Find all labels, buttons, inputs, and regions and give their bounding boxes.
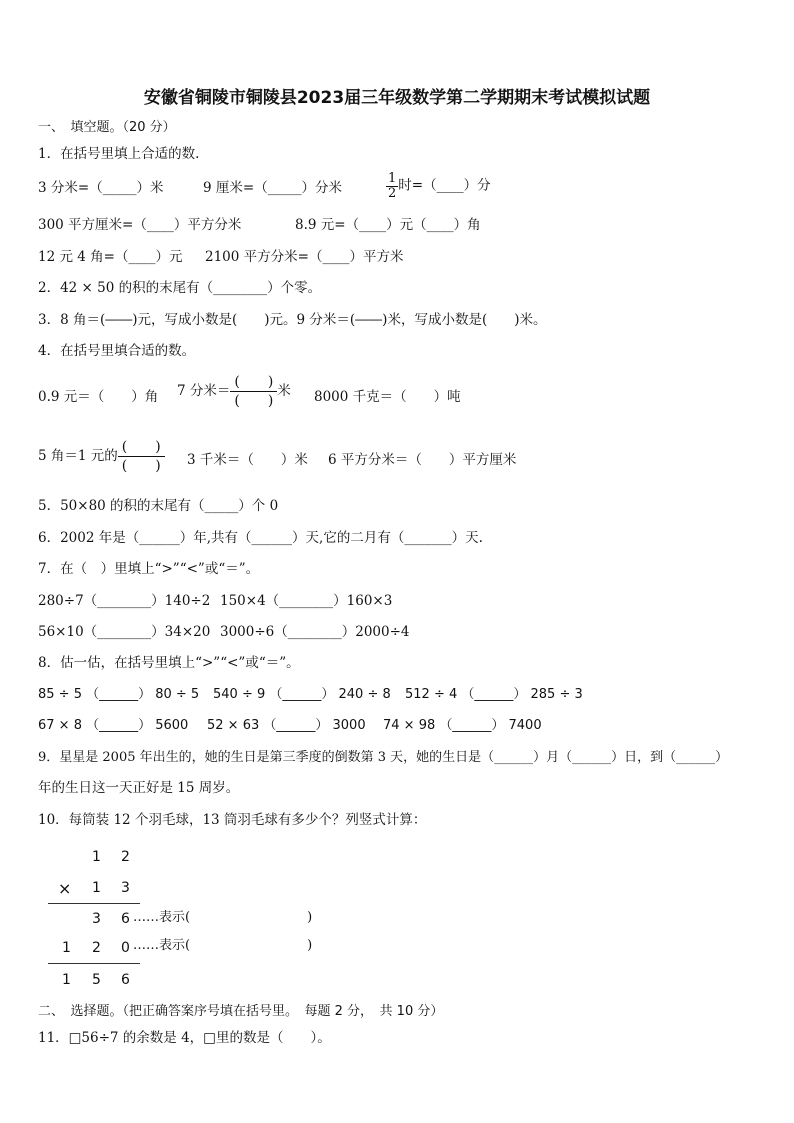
q1-f: 12 元 4 角=（____）元 xyxy=(38,249,183,265)
q1-d: 300 平方厘米=（____）平方分米 xyxy=(38,217,242,233)
q8-stem: 8．估一估，在括号里填上“>”“<”或“＝”。 xyxy=(38,655,300,671)
q9-line2: 年的生日这一天正好是 15 周岁。 xyxy=(38,780,240,796)
q1-e: 8.9 元=（____）元（____）角 xyxy=(295,217,481,233)
q3-text: 3．8 角＝(――)元，写成小数是( )元。9 分米＝(――)米，写成小数是( )米。 xyxy=(38,312,547,328)
section-2-heading: 二、 选择题。（把正确答案序号填在括号里。 每题 2 分， 共 10 分） xyxy=(38,1004,444,1019)
fraction-half xyxy=(386,172,398,200)
q9-line1: 9．星星是 2005 年出生的，她的生日是第三季度的倒数第 3 天，她的生日是（______）月（______）日，到（______） xyxy=(38,750,729,765)
digit: 6 xyxy=(121,972,130,988)
q1-c-rest: 时=（____）分 xyxy=(398,177,491,194)
q4-d-pre: 5 角＝1 元的 xyxy=(38,447,118,464)
q4-d xyxy=(38,440,165,473)
q8-c: 512 ÷ 4 （______） 285 ÷ 3 xyxy=(405,687,583,702)
row3-note: ……表示( ) xyxy=(133,910,313,925)
divider-line xyxy=(48,963,140,964)
q7-a: 280÷7（________）140÷2 xyxy=(38,593,211,609)
q4-b-fraction xyxy=(230,375,277,408)
digit: 1 xyxy=(62,940,71,956)
digit: 3 xyxy=(121,880,130,896)
digit: 3 xyxy=(92,911,101,927)
q4-d-fraction xyxy=(118,440,165,473)
digit: 1 xyxy=(62,972,71,988)
q7-d: 3000÷6（________）2000÷4 xyxy=(220,624,410,640)
q4-b-pre: 7 分米＝ xyxy=(177,382,231,399)
frac-numerator: 1 xyxy=(388,171,397,186)
q7-b: 150×4（________）160×3 xyxy=(220,593,393,609)
q8-e: 52 × 63 （______） 3000 xyxy=(207,718,366,733)
q8-d: 67 × 8 （______） 5600 xyxy=(38,718,189,733)
q2-text: 2．42 × 50 的积的末尾有（________）个零。 xyxy=(38,280,322,296)
frac-denominator: ( ) xyxy=(121,458,161,474)
q1-b: 9 厘米=（_____）分米 xyxy=(203,180,342,196)
frac-numerator: ( ) xyxy=(230,375,277,392)
frac-denominator: 2 xyxy=(388,185,397,201)
digit: 6 xyxy=(121,911,130,927)
row4-note: ……表示( ) xyxy=(133,938,313,953)
q4-b xyxy=(177,375,291,408)
q4-a: 0.9 元＝（ ）角 xyxy=(38,389,159,405)
q7-c: 56×10（________）34×20 xyxy=(38,624,211,640)
q8-f: 74 × 98 （______） 7400 xyxy=(383,718,542,733)
divider-line xyxy=(48,903,140,904)
q4-e: 3 千米＝（ ）米 xyxy=(187,452,308,468)
q7-stem: 7．在（ ）里填上“>”“<”或“＝”。 xyxy=(38,561,260,577)
times-sign: × xyxy=(58,879,72,898)
q4-c: 8000 千克＝（ ）吨 xyxy=(314,389,461,405)
page-title: 安徽省铜陵市铜陵县2023届三年级数学第二学期期末考试模拟试题 xyxy=(143,88,651,108)
q1-g: 2100 平方分米=（____）平方米 xyxy=(205,249,404,265)
q4-b-post: 米 xyxy=(277,382,291,399)
q8-a: 85 ÷ 5 （______） 80 ÷ 5 xyxy=(38,687,200,702)
q4-f: 6 平方分米＝（ ）平方厘米 xyxy=(328,452,517,468)
q8-b: 540 ÷ 9 （______） 240 ÷ 8 xyxy=(213,687,391,702)
digit: 5 xyxy=(92,972,101,988)
q1-a: 3 分米=（_____）米 xyxy=(38,180,164,196)
q4-stem: 4．在括号里填合适的数。 xyxy=(38,343,196,359)
q6-text: 6．2002 年是（______）年,共有（______）天,它的二月有（_______）天. xyxy=(38,530,483,546)
frac-denominator: ( ) xyxy=(234,393,274,409)
digit: 1 xyxy=(92,880,101,896)
q1-c xyxy=(386,172,491,200)
section-1-heading: 一、 填空题。（20 分） xyxy=(38,120,176,135)
q5-text: 5．50×80 的积的末尾有（_____）个 0 xyxy=(38,498,279,514)
digit: 2 xyxy=(92,940,101,956)
digit: 1 xyxy=(92,849,101,865)
frac-numerator: ( ) xyxy=(118,440,165,457)
q11-text: 11．□56÷7 的余数是 4，□里的数是（ ）。 xyxy=(38,1030,331,1046)
digit: 0 xyxy=(121,940,130,956)
q1-stem: 1．在括号里填上合适的数. xyxy=(38,146,200,162)
digit: 2 xyxy=(121,849,130,865)
q10-stem: 10．每筒装 12 个羽毛球，13 筒羽毛球有多少个？列竖式计算： xyxy=(38,812,427,828)
